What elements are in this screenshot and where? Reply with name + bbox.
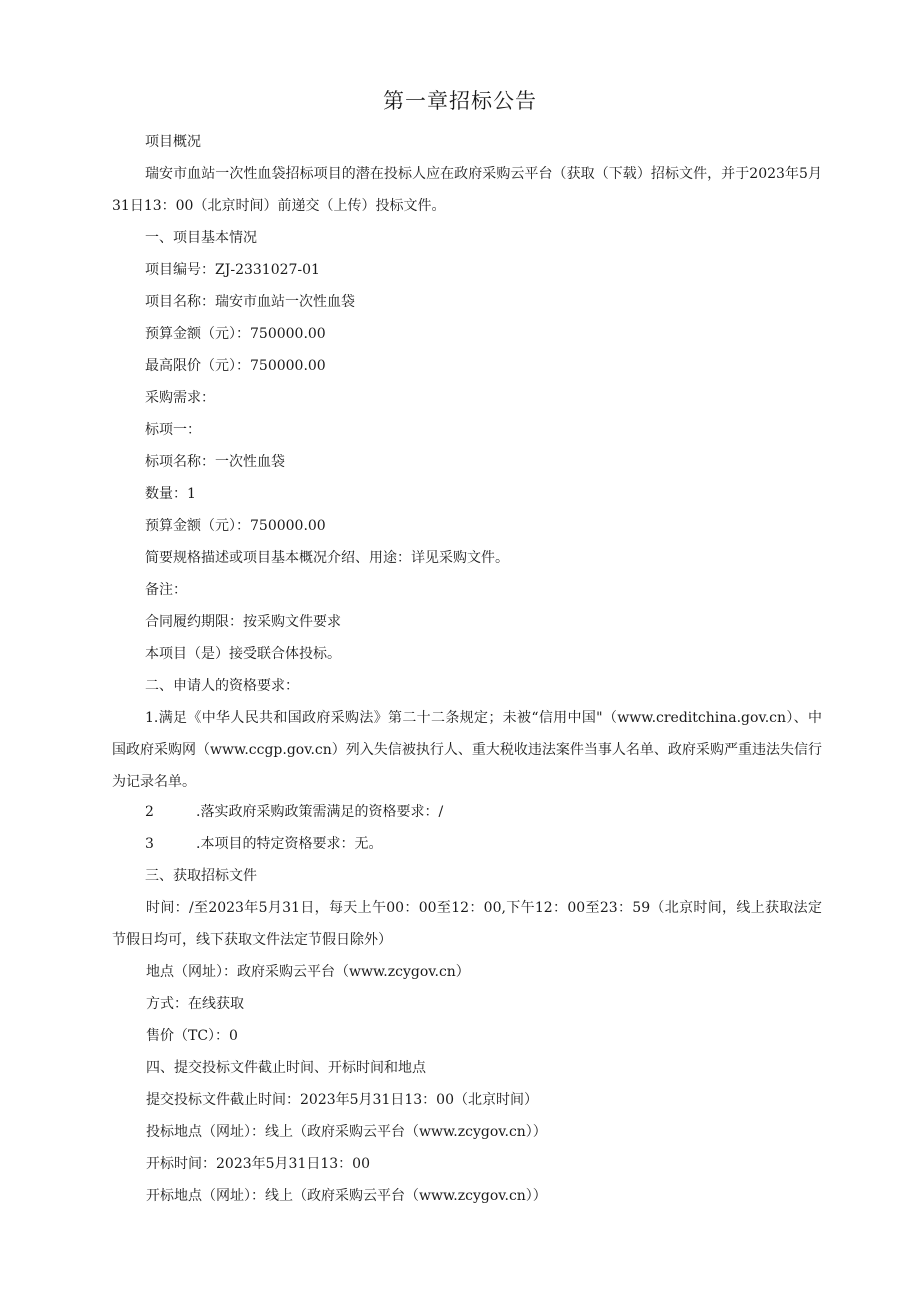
opening-time: 开标时间：2023年5月31日13：00: [146, 1156, 370, 1172]
acquisition-time: 时间：/至2023年5月31日，每天上午00：00至12：00,下午12：00至23：59（北京时间，线上获取法定节假日均可，线下获取文件法定节假日除外）: [112, 900, 822, 948]
section2-heading: 二、申请人的资格要求：: [145, 678, 299, 694]
requirements-label: 采购需求：: [145, 390, 215, 406]
lot-name: 标项名称：一次性血袋: [145, 454, 285, 470]
submission-deadline: 提交投标文件截止时间：2023年5月31日13：00（北京时间）: [146, 1092, 538, 1108]
consortium-note: 本项目（是）接受联合体投标。: [145, 646, 341, 662]
section4-heading: 四、提交投标文件截止时间、开标时间和地点: [146, 1060, 426, 1076]
acquisition-price: 售价（TC）：0: [146, 1028, 238, 1044]
project-number: 项目编号：ZJ-2331027-01: [145, 262, 320, 278]
bid-location: 投标地点（网址）：线上（政府采购云平台（www.zcygov.cn））: [146, 1124, 547, 1140]
acquisition-method: 方式：在线获取: [146, 996, 244, 1012]
project-name: 项目名称：瑞安市血站一次性血袋: [145, 294, 355, 310]
max-price: 最高限价（元）：750000.00: [145, 358, 326, 374]
overview-heading: 项目概况: [145, 134, 201, 150]
brief-description: 简要规格描述或项目基本概况介绍、用途：详见采购文件。: [145, 550, 509, 566]
remarks: 备注：: [145, 582, 187, 598]
lot-label: 标项一：: [145, 422, 201, 438]
budget-amount: 预算金额（元）：750000.00: [145, 326, 326, 342]
qualification-item-3-number: 3: [145, 836, 154, 852]
qualification-item-1: 1.满足《中华人民共和国政府采购法》第二十二条规定；未被“信用中国"（www.creditchina.gov.cn）、中国政府采购网（www.ccgp.gov.cn）列入失信被执行人、重大税收违法案件当事人名单、政府采购严重违法失信行为记录名单。: [112, 710, 822, 790]
page-title: 第一章招标公告: [383, 89, 537, 113]
qualification-item-2-text: .落实政府采购政策需满足的资格要求：/: [196, 804, 444, 820]
contract-period: 合同履约期限：按采购文件要求: [145, 614, 341, 630]
quantity: 数量：1: [145, 486, 196, 502]
qualification-item-2-number: 2: [145, 804, 154, 820]
section1-heading: 一、项目基本情况: [145, 230, 257, 246]
opening-location: 开标地点（网址）：线上（政府采购云平台（www.zcygov.cn））: [146, 1188, 547, 1204]
section3-heading: 三、获取招标文件: [145, 868, 257, 884]
lot-budget: 预算金额（元）：750000.00: [145, 518, 326, 534]
acquisition-location: 地点（网址）：政府采购云平台（www.zcygov.cn）: [146, 964, 470, 980]
overview-paragraph: 瑞安市血站一次性血袋招标项目的潜在投标人应在政府采购云平台（获取（下载）招标文件，并于2023年5月31日13：00（北京时间）前递交（上传）投标文件。: [112, 166, 822, 214]
qualification-item-3-text: .本项目的特定资格要求：无。: [196, 836, 383, 852]
